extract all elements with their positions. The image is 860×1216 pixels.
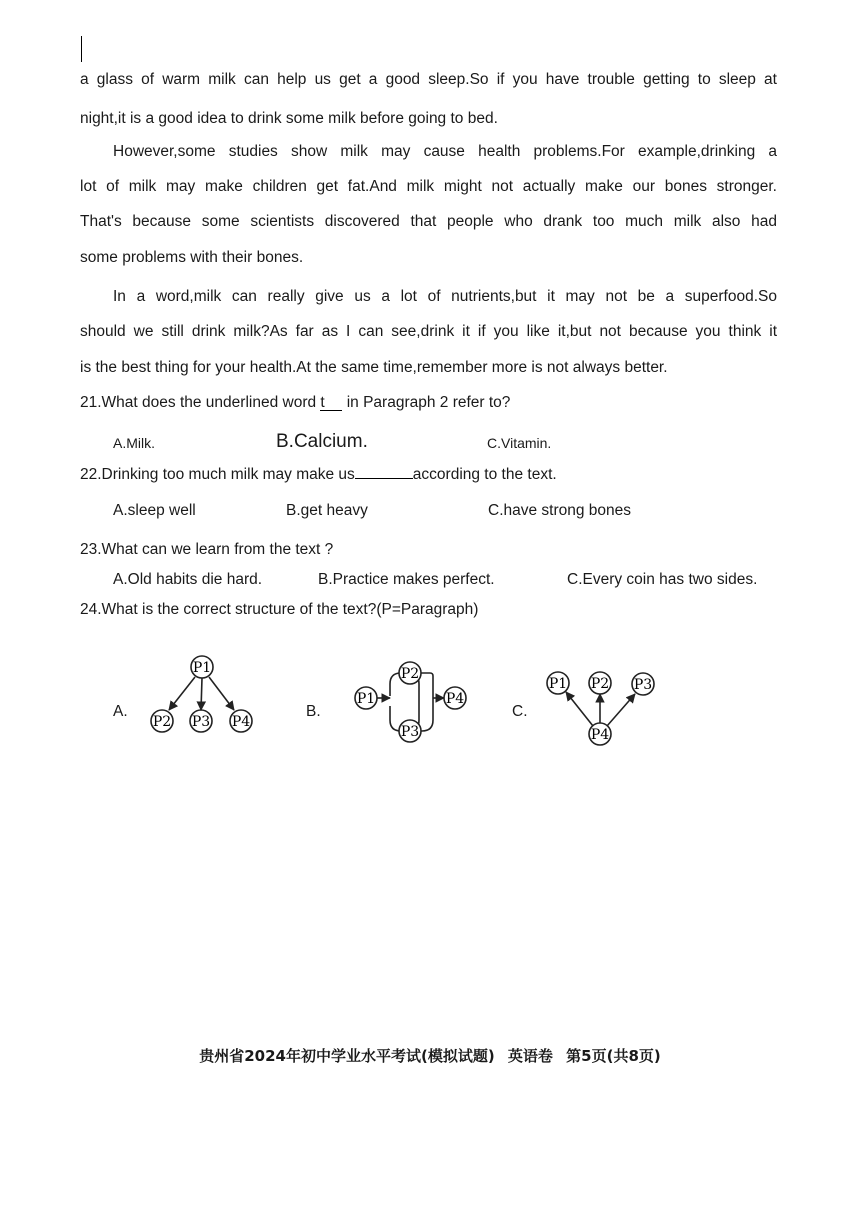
structure-diagram-a [148, 654, 258, 738]
arrow-p1-p3 [201, 678, 202, 710]
passage-line-2: night,it is a good idea to drink some milk before going to bed. [80, 110, 498, 127]
structure-diagram-c [542, 666, 658, 748]
node-p1 [191, 656, 213, 678]
svg-text:P1: P1 [548, 676, 568, 692]
underlined-word: t [320, 396, 342, 411]
q24-option-b-label: B. [306, 703, 321, 720]
q22-option-c: C.have strong bones [488, 502, 632, 519]
arrow-p1-p4 [209, 677, 234, 710]
node-p2 [151, 710, 173, 732]
passage-line-6: some problems with their bones. [80, 249, 304, 266]
arrow-p1-p2 [169, 677, 195, 710]
q21-option-b: B.Calcium. [276, 431, 368, 452]
node-p2 [589, 672, 611, 694]
q21-option-c: C.Vitamin. [487, 435, 552, 451]
passage-line-7: In a word,milk can really give us a lot of nutrients,but it may not be a superfood.So [113, 288, 777, 305]
page-footer: 贵州省2024年初中学业水平考试(模拟试题) 英语卷 第5页(共8页) [199, 1047, 661, 1065]
node-p1 [355, 687, 377, 709]
passage-line-5: That's because some scientists discovered that people who drank too much milk also had [80, 213, 777, 230]
node-p1 [547, 672, 569, 694]
answer-blank [355, 466, 413, 479]
svg-text:P2: P2 [152, 714, 172, 730]
q22-option-b: B.get heavy [286, 502, 368, 519]
svg-text:P4: P4 [231, 714, 251, 730]
svg-text:P3: P3 [191, 714, 211, 730]
svg-text:P1: P1 [192, 660, 212, 676]
node-p3 [399, 720, 421, 742]
question-21-text-b: in Paragraph 2 refer to? [342, 394, 511, 411]
question-21-text-a: 21.What does the underlined word [80, 394, 321, 411]
node-p3 [190, 710, 212, 732]
question-24: 24.What is the correct structure of the text?(P=Paragraph) [80, 601, 479, 618]
svg-text:P3: P3 [400, 724, 420, 740]
question-22 [80, 466, 557, 484]
arrow-p4-p1 [566, 692, 593, 726]
svg-text:P4: P4 [445, 691, 465, 707]
svg-text:P2: P2 [590, 676, 610, 692]
q23-option-a: A.Old habits die hard. [113, 571, 263, 588]
svg-text:P4: P4 [590, 727, 610, 743]
q22-option-a: A.sleep well [113, 502, 196, 519]
svg-text:P2: P2 [400, 666, 420, 682]
svg-text:P3: P3 [633, 677, 653, 693]
question-22-text-b: according to the text. [412, 466, 557, 483]
passage-line-3: However,some studies show milk may cause health problems.For example,drinking a [113, 143, 777, 160]
passage-line-1: a glass of warm milk can help us get a good sleep.So if you have trouble getting to sleep at [80, 71, 777, 88]
question-23: 23.What can we learn from the text ? [80, 541, 334, 558]
passage-line-9: is the best thing for your health.At the same time,remember more is not always better. [80, 359, 668, 376]
node-p4 [444, 687, 466, 709]
node-p4 [230, 710, 252, 732]
passage-line-4: lot of milk may make children get fat.And milk might not actually make our bones stronger. [80, 178, 777, 195]
question-22-text-a: 22.Drinking too much milk may make us [80, 466, 355, 483]
text-cursor [81, 36, 82, 62]
svg-text:P1: P1 [356, 691, 376, 707]
q21-option-a: A.Milk. [113, 435, 155, 451]
arrow-p4-p3 [607, 694, 635, 726]
node-p2 [399, 662, 421, 684]
question-21 [80, 394, 510, 412]
q24-option-c-label: C. [512, 703, 528, 720]
structure-diagram-b [352, 654, 472, 746]
passage-line-8: should we still drink milk?As far as I can see,drink it if you like it,but not because you think it [80, 323, 777, 340]
q24-option-a-label: A. [113, 703, 128, 720]
node-p4 [589, 723, 611, 745]
node-p3 [632, 673, 654, 695]
q23-option-b: B.Practice makes perfect. [318, 571, 495, 588]
q23-option-c: C.Every coin has two sides. [567, 571, 758, 588]
